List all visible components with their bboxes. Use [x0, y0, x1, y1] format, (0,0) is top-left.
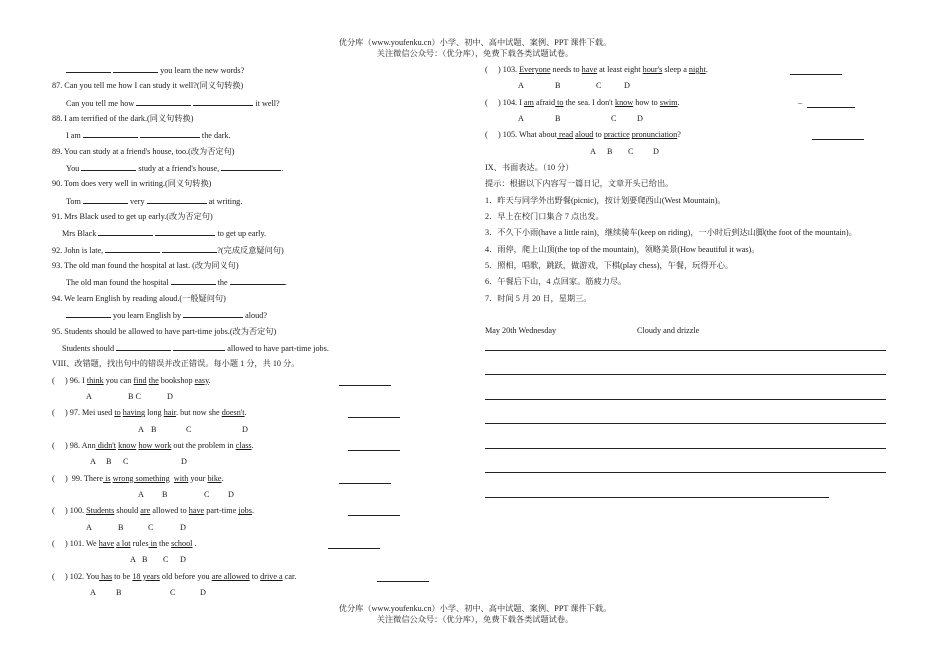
q91: 91. Mrs Black used to get up early.(改为否定句) — [52, 212, 213, 222]
page-header — [0, 38, 950, 59]
q102-answer-blank[interactable] — [377, 572, 429, 582]
q89: 89. You can study at a friend's house, too.(改为否定句) — [52, 146, 235, 156]
q89-answer: You study at a friend's house, . — [52, 160, 452, 176]
q88: 88. I am terrified of the dark.(同义句转换) — [52, 114, 194, 124]
page-footer — [0, 604, 950, 625]
writing-point-4: 4．雨停，爬上山顶(the top of the mountain)，领略美景(How beautiful it was)。 — [485, 244, 760, 254]
q103-letters: A B C D — [518, 81, 630, 91]
q102-letters: A B C D — [90, 588, 206, 597]
q105: ( ) 105. What about read aloud to practice pronunciation? — [485, 127, 900, 143]
header-line-1: 优分库（www.youfenku.cn）小学、初中、高中试题、案例、PPT 课件下载。 — [338, 38, 612, 47]
q105-letters: A B C D — [590, 146, 659, 156]
q93-answer: The old man found the hospital the . — [52, 274, 452, 290]
q96-letters: A B C D — [86, 391, 173, 401]
writing-point-3: 3．不久下小雨(have a little rain)，继续骑车(keep on riding)，一小时后到达山脚(the foot of the mountain)。 — [485, 228, 857, 238]
writing-point-1: 1．昨天与同学外出野餐(picnic)，按计划要爬西山(West Mountain)。 — [485, 195, 726, 205]
q100: ( ) 100. Students should are allowed to have part-time jobs. — [52, 503, 452, 519]
error-section-title: VIII、改错题，找出句中的错误并改正错误。每小题 1 分，共 10 分。 — [52, 359, 300, 369]
q97-letters: A B C D — [138, 424, 248, 434]
q94: 94. We learn English by reading aloud.(一般疑问句) — [52, 293, 226, 303]
q91-answer: Mrs Black to get up early. — [52, 225, 452, 241]
right-column — [485, 62, 900, 498]
q98-answer-blank[interactable] — [348, 441, 400, 451]
writing-point-6: 6．午餐后下山，4 点回家。筋疲力尽。 — [485, 277, 627, 287]
writing-line[interactable] — [485, 350, 886, 351]
q104-letters: A B C D — [518, 114, 643, 124]
diary-heading — [485, 323, 900, 339]
header-line-2: 关注微信公众号：（优分库），免费下载各类试题试卷。 — [376, 48, 574, 58]
diary-weather: Cloudy and drizzle — [637, 326, 700, 336]
writing-hint: 提示：根据以下内容写一篇日记，文章开头已给出。 — [485, 179, 674, 189]
writing-line[interactable] — [485, 423, 886, 424]
q99: ( ) 99. There is wrong something with your bike. — [52, 471, 452, 487]
q104: ( ) 104. I am afraid to the sea. I don't know how to swim. _ — [485, 95, 900, 111]
diary-date: May 20th Wednesday — [485, 326, 557, 336]
q102: ( ) 102. You has to be 18 years old before you are allowed to drive a car. — [52, 569, 452, 585]
left-column — [52, 62, 452, 601]
q101-letters: A B C D — [130, 555, 186, 565]
q104-answer-blank[interactable] — [807, 98, 855, 108]
q101: ( ) 101. We have a lot rules in the school . — [52, 536, 452, 552]
q105-answer-blank[interactable] — [812, 130, 864, 140]
writing-line[interactable] — [485, 374, 886, 375]
q87: 87. Can you tell me how I can study it well?(同义句转换) — [52, 81, 244, 91]
q103: ( ) 103. Everyone needs to have at least eight hour's sleep a night. — [485, 62, 900, 78]
q96-answer-blank[interactable] — [339, 376, 391, 386]
q103-answer-blank[interactable] — [790, 65, 842, 75]
q92: 92. John is late, ?(完成反意疑问句) — [52, 242, 452, 258]
q86-tail: you learn the new words? — [52, 62, 452, 78]
q88-answer: I am the dark. — [52, 127, 452, 143]
q97: ( ) 97. Mei used to having long hair. but now she doesn't. — [52, 405, 452, 421]
writing-line[interactable] — [485, 399, 886, 400]
writing-point-2: 2．早上在校门口集合 7 点出发。 — [485, 212, 604, 222]
q95: 95. Students should be allowed to have part-time jobs.(改为否定句) — [52, 326, 277, 336]
q96: ( ) 96. I think you can find the bookshop easy. — [52, 373, 452, 389]
q90-answer: Tom very at writing. — [52, 193, 452, 209]
writing-section-title: IX、书面表达。（10 分） — [485, 163, 574, 173]
q99-answer-blank[interactable] — [339, 474, 391, 484]
footer-line-1: 优分库（www.youfenku.cn）小学、初中、高中试题、案例、PPT 课件下载。 — [338, 604, 612, 613]
q101-answer-blank[interactable] — [328, 539, 380, 549]
q94-answer: you learn English by aloud? — [52, 307, 452, 323]
q95-answer: Students should allowed to have part-time jobs. — [52, 340, 452, 356]
q98: ( ) 98. Ann didn't know how work out the problem in class. — [52, 438, 452, 454]
footer-line-2: 关注微信公众号：（优分库），免费下载各类试题试卷。 — [376, 614, 574, 624]
q100-letters: A B C D — [86, 522, 186, 532]
writing-line[interactable] — [485, 472, 886, 473]
q93: 93. The old man found the hospital at last. (改为同义句) — [52, 261, 239, 271]
q97-answer-blank[interactable] — [348, 408, 400, 418]
q98-letters: A B C D — [90, 457, 187, 467]
writing-area[interactable] — [485, 350, 900, 498]
q100-answer-blank[interactable] — [348, 506, 400, 516]
q87-answer: Can you tell me how it well? — [52, 95, 452, 111]
writing-point-5: 5．照相，唱歌，跳跃，做游戏，下棋(play chess)，午餐，玩得开心。 — [485, 261, 734, 271]
writing-point-7: 7．时间 5 月 20 日，星期三。 — [485, 293, 592, 303]
q90: 90. Tom does very well in writing.(同义句转换) — [52, 179, 212, 189]
writing-line[interactable] — [485, 448, 886, 449]
writing-line[interactable] — [485, 497, 829, 498]
q99-letters: A B C D — [138, 489, 234, 499]
